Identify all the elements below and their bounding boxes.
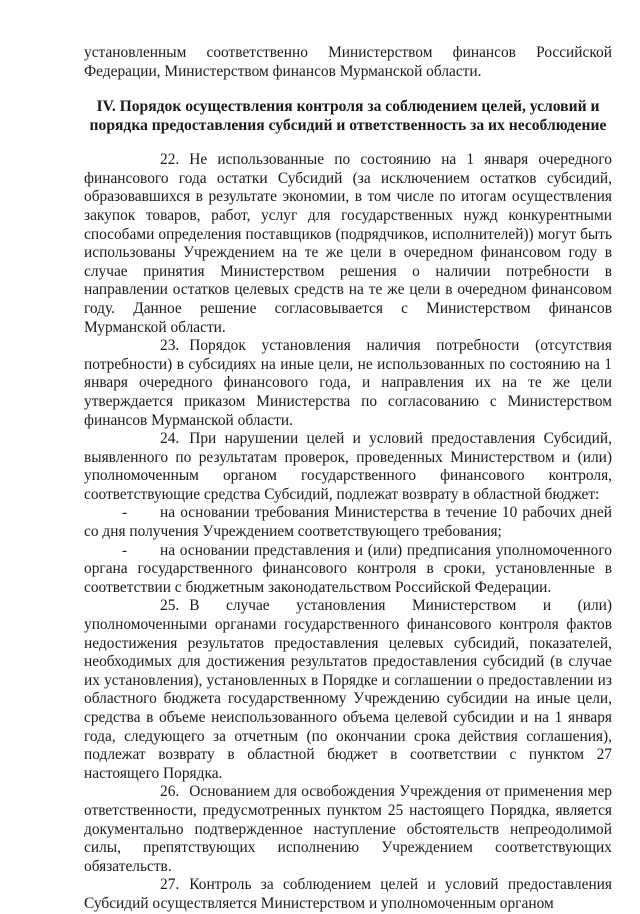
paragraph-text: При нарушении целей и условий предоставления Субсидий, выявленного по результатам проверок, проведенных Министерством и (или) уполномоченным органом государственного финансового контроля, соответствующие средства Субсидий, подлежат возврату в областной бюджет:	[84, 430, 612, 503]
paragraph-number: 22.	[160, 151, 180, 169]
paragraph-27	[84, 876, 612, 913]
list-item	[84, 542, 612, 598]
paragraph-22	[84, 151, 612, 337]
paragraph-number: 23.	[160, 337, 180, 355]
paragraph-text: Контроль за соблюдением целей и условий предоставления Субсидий осуществляется Министерством и уполномоченным органом	[84, 876, 612, 912]
paragraph-number: 24.	[160, 430, 180, 448]
paragraph-text: Основанием для освобождения Учреждения от применения мер ответственности, предусмотренных пунктом 25 настоящего Порядка, является документально подтвержденное наступление обстоятельств непреодолимой силы, препятствующих исполнению Учреждением соответствующих обязательств.	[84, 783, 612, 875]
paragraph-text: В случае установления Министерством и (или) уполномоченными органами государственного финансового контроля фактов недостижения результатов предоставления целевых субсидий, показателей, необходимых для достижения результатов предоставления субсидий (в случае их установления), установленных в Порядке и соглашении о предоставлении из областного бюджета государственному Учреждению субсидии на иные цели, средства в объеме неиспользованного объема целевой субсидии и на 1 января года, следующего за отчетным (по окончании срока действия соглашения), подлежат возврату в областной бюджет в соответствии с пунктом 27 настоящего Порядка.	[84, 597, 612, 782]
list-item	[84, 504, 612, 541]
document-page	[84, 44, 612, 914]
list-marker: -	[122, 541, 128, 559]
continuation-text: установленным соответственно Министерством финансов Российской Федерации, Министерством финансов Мурманской области.	[84, 44, 612, 80]
paragraph-number: 27.	[160, 876, 180, 894]
list-item-text: на основании требования Министерства в течение 10 рабочих дней со дня получения Учреждением соответствующего требования;	[84, 504, 612, 541]
list-marker: -	[122, 504, 128, 522]
paragraph-text: Не использованные по состоянию на 1 января очередного финансового года остатки Субсидий (за исключением остатков субсидий, образовавшихся в результате экономии, в том числе по итогам осуществления закупок товаров, работ, услуг для государственных нужд конкурентными способами определения поставщиков (подрядчиков, исполнителей)) могут быть использованы Учреждением на те же цели в очередном финансовом году в случае принятия Министерством решения о наличии потребности в направлении остатков целевых средств на те же цели в очередном финансовом году. Данное решение согласовывается с Министерством финансов Мурманской области.	[84, 151, 612, 336]
paragraph-26	[84, 783, 612, 876]
paragraph-25	[84, 597, 612, 783]
section-heading: IV. Порядок осуществления контроля за соблюдением целей, условий и порядка предоставления субсидий и ответственность за их несоблюдение	[89, 98, 607, 135]
paragraph-text: Порядок установления наличия потребности (отсутствия потребности) в субсидиях на иные цели, не использованных по состоянию на 1 января очередного финансового года, и направления их на те же цели утверждается приказом Министерства по согласованию с Министерством финансов Мурманской области.	[84, 337, 612, 429]
paragraph-number: 26.	[160, 783, 180, 801]
paragraph-number: 25.	[160, 597, 180, 615]
list-item-text: на основании представления и (или) предписания уполномоченного органа государственного финансового контроля в сроки, установленные в соответствии с бюджетным законодательством Российской Федерации.	[84, 541, 612, 596]
paragraph-24	[84, 430, 612, 504]
paragraph-23	[84, 337, 612, 430]
